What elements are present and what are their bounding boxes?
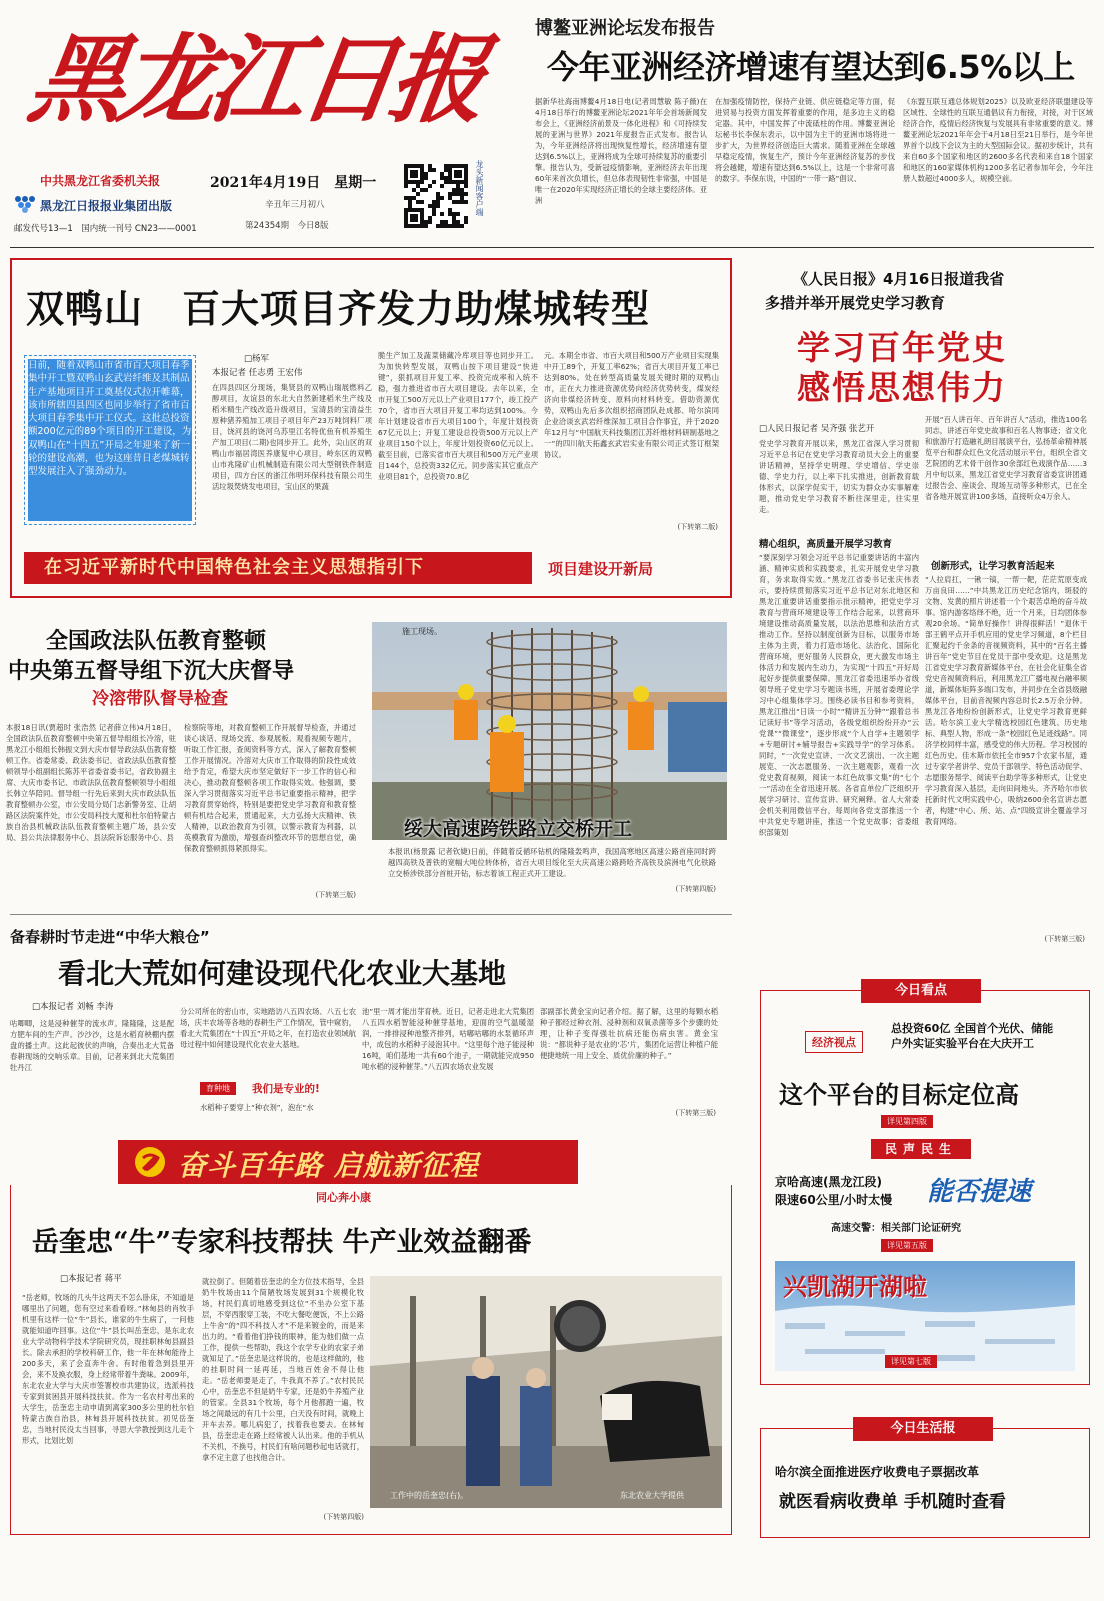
lead-continued: (下转第二版) (677, 523, 718, 531)
struggle-banner (118, 1140, 578, 1184)
party-emblem-icon (134, 1146, 166, 1178)
lead-story-headline: 双鸭山 百大项目齐发力助煤城转型 (26, 286, 651, 331)
today-focus-ref[interactable]: 详见第四版 (881, 1115, 933, 1128)
agri-col2b: 水稻种子要穿上“种衣剂”，泡在“水 (200, 1103, 314, 1112)
agri-sub1-tag: 育种地 (200, 1082, 236, 1095)
lake-title: 兴凯湖开湖啦 (783, 1273, 927, 1301)
party-study (745, 258, 1095, 948)
party-label: 中共黑龙江省委机关报 (40, 174, 161, 188)
today-focus-headline: 这个平台的目标定位高 (779, 1080, 1019, 1109)
people-line1: 京哈高速(黑龙江段) (775, 1175, 882, 1189)
issue-date: 2021年4月19日 星期一 (210, 175, 377, 191)
lead-summary-text: 日前，随着双鸭山市省市百大项目春季集中开工暨双鸭山玄武岩纤维及其制品生产基地项目开工奠基仪式拉开帷幕，该市所辖四县四区也同步举行了省市百大项目春季集中开工仪式。这批总投资额200亿元的89个项目的开工建设，为双鸭山在“十四五”开局之年迎来了新一轮的建设高潮，也为这座昔日老煤城转型发展注入了强劲动力。 (28, 359, 192, 521)
supervision-line2: 中央第五督导组下沉大庆督导 (8, 658, 295, 684)
agri-kicker: 备春耕时节走进“中华大粮仓” (10, 928, 210, 946)
supervision-line3: 冷溶带队督导检查 (92, 689, 228, 709)
people-line2: 限速60公里/小时太慢 (775, 1193, 893, 1207)
masthead-title: 黑龙江日报 (22, 23, 489, 136)
cattle-byline: □本报记者 蒋平 (60, 1274, 122, 1284)
people-ref[interactable]: 详见第五版 (881, 1239, 933, 1252)
today-focus-header: 今日看点 (861, 979, 981, 1003)
struggle-sub: 同心奔小康 (316, 1191, 371, 1204)
today-life-header: 今日生活报 (853, 1417, 993, 1441)
supervision-story (0, 618, 365, 908)
railway-continued: (下转第四版) (675, 885, 716, 893)
struggle-banner-text: 奋斗百年路 启航新征程 (178, 1149, 479, 1182)
xi-banner-text: 在习近平新时代中国特色社会主义思想指引下 (44, 557, 424, 578)
lake-ref[interactable]: 详见第七版 (885, 1355, 937, 1368)
party-col1b: “要深刻学习领会习近平总书记重要讲话的丰富内涵、精神实质和实践要求，扎实开展党史学习教育，务求取得实效。”黑龙江省委书记张庆伟表示，要持续贯彻落实习近平总书记对东北地区和黑龙江重要讲话重要指示批示精神，把党史学习教育与营商环境建设等工作结合起来，以营商环境建设推动高质量发展，以法治思维和法治方式推动工作。坚持以制度创新为目标，以服务市场主体为主责，着力打造市场化、法治化、国际化营商环境，更好服务人民群众，更大激发市场主体活力和发展内生动力，为实现“十四五”开好局起好步提供重要保障。黑龙江省委迅速举办省级领导班子党史学习专题读书班，开展省委理论学习中心组集体学习。围绕必读书目和参考资料，黑龙江推出“日读一小时”“精讲五分钟”“跟着总书记读好书”等学习活动，各级党组织纷纷开办“云党课”“微课堂”，逐步形成“个人自学+主题领学+专题研讨+辅导报告+实践导学”的学习体系。同时，“一次党史宣讲、一次文艺演出、一次主题展览、一次志愿服务、一次主题观影，观看一次党史教育视频，阅读一本红色故事文集”的“七个一”活动在全省迅速开展。各省直单位广泛组织开展学习研讨、宣传宣讲、研究阐释。省人大常委会机关利用微信平台，每周向各党支部推送一个中共党史专题讲座，推送一个党史故事；省委组织部策划 (759, 553, 919, 837)
agri-col1: 咕唧唧，这是浸种催芽的流水声。隆隆隆，这是配方肥车间的生产声。沙沙沙，这是水稻育秧棚内摆盘的播土声。这此起彼伏的声响，合奏出北大荒备春耕现场的交响乐章。目前，记者来到北大荒集团牡丹江 (10, 1019, 174, 1072)
party-sub2: 创新形式，让学习教育活起来 (931, 561, 1055, 572)
people-sub: 高速交警：相关部门论证研究 (831, 1223, 961, 1234)
today-focus (760, 983, 1090, 1385)
cattle-photo-caption: 工作中的岳奎忠(右)。 (390, 1491, 469, 1500)
lead-summary (24, 355, 196, 525)
party-line2: 多措并举开展党史学习教育 (765, 294, 946, 312)
lake-photo (775, 1261, 1075, 1371)
econ-tag-text: 经济视点 (812, 1036, 856, 1049)
railway-headline: 绥大高速跨铁路立交桥开工 (404, 818, 633, 840)
cattle-headline: 岳奎忠“牛”专家科技帮扶 牛产业效益翻番 (32, 1227, 532, 1258)
today-life-line1: 哈尔滨全面推进医疗收费电子票据改革 (775, 1465, 980, 1479)
lead-byline: 本报记者 任志勇 王宏伟 (212, 368, 303, 378)
divider (10, 247, 1094, 248)
party-col1: 党史学习教育开展以来，黑龙江省深入学习贯彻习近平总书记在党史学习教育动员大会上的重要讲话精神，坚持学史明理、学史增信、学史崇德、学史力行，以上率下扎实推进，创新教育载体形式，以深学促实干，切实为群众办实事解难题，推动党史学习教育不断往深里走，往实里走。 (759, 439, 919, 514)
xi-banner (24, 552, 532, 584)
party-col2b: “人拉肩扛，一锹一镐，一帮一靶，茫茫荒原变成万亩良田……”中共黑龙江历史纪念馆内，斑驳的文物、发黄的照片讲述着一个个艰苦卓绝的奋斗故事。馆内游客络绎不绝，近一个月来，日均团体参观20余场。“简单好操作！讲得很鲜活！”退休干部王鹤平点开手机应用的党史学习频道，8个栏目汇聚起约千余条的音视频资料，其中的“百名主播讲百年”党史节目在党员干部中受欢迎。这是黑龙江省党史学习教育新媒体平台，在社会化征集全省党史音视频资料后，利用黑龙江广播电视台融率频道，新媒体矩阵多端口发布，并同步在全省县级融媒体平台，目前音视频内容总时长2.5万余分钟。黑龙江各地纷纷创新形式，让党史学习教育更鲜活。哈尔滨工业大学精选校园红色建筑、历史地标、典型人物，形成一条“校园红色足迹线路”。同济学校同样丰富，感受党的伟大历程。学习校园的红色历史。佳木斯市依托全市957个农家书屋，通过专家学者讲学、党员干部领学、特色活动促学、志愿服务帮学、阅读平台助学等多种形式，让党史学习教育深入基层，走向田间地头。齐齐哈尔市依托新时代文明实践中心，吸纳2600余名宣讲志愿者，构建“中心、所、站、点”四级宣讲全覆盖学习教育网络。 (925, 575, 1087, 826)
people-voice-header: 民声民生 (884, 1142, 957, 1156)
cattle-photo (370, 1276, 722, 1508)
agri-byline: □本报记者 刘畅 李涛 (32, 1002, 114, 1012)
agri-col3: 池”里一周才能出芽育秧。近日，记者走进北大荒集团八五四水稻智能浸种催芽基地，迎面的空气温暖湿润，一排排浸种池整齐排列，咕嘟咕嘟的水泵循环声中，成包的水稻种子浸泡其中。“这里每个池子能浸种16吨，咱们基地一共有60个池子，一期就能完成950吨水稻的浸种催芽。”八五四农场农业发展 (362, 1007, 534, 1071)
top-story (535, 0, 1104, 245)
divider (10, 914, 732, 915)
qr-code[interactable] (404, 164, 468, 228)
lead-col1: 在四县四区分现场，集贤县的双鸭山瑞展燃料乙醇项目，友谊县的东北大自然新建稻米生产线及稻米精生产线改造升级项目，宝清县的宝清益生原种猪养殖加工项目子项目年产23万吨饲料厂项目，饶河县的饶河乌苏里江名特优鱼有机养殖生产加工项目(二期)也同步开工。此外，尖山区的双鸭山市福居湾医养康复中心项目，岭东区的双鸭山市兆隆矿山机械制造有限公司大型钢铁件制造项目，四方台区的浙江伟明环保科技有限公司生活垃圾焚烧发电项目，宝山区的果蔬 (212, 383, 372, 491)
today-focus-sub: 总投资60亿 全国首个光伏、储能户外实证实验平台在大庆开工 (891, 1022, 1054, 1050)
xi-banner-tag: 项目建设开新局 (548, 560, 654, 578)
party-col2: 开展“百人讲百年、百年讲百人”活动，推选100名同志，讲述百年党史故事和百名人物事迹；省文化和旅游厅打造融礼朗目展演平台，弘扬革命精神展览平台和群众红色文化活动展示平台，组织全省文艺院团的艺术骨干创作30余部红色戏演作品……3月中旬以来，黑龙江省党史学习教育省委宣讲团通过报告会、座谈会、现场互动等多种形式，已在全省各地开展宣讲100多场，直接听众4万余人。 (925, 415, 1087, 501)
top-story-col1: 据新华社海南博鳌4月18日电(记者周慧敏 陈子薇)在4月18日举行的博鳌亚洲论坛2021年年会首场新闻发布会上，《亚洲经济前景及一体化进程》和《可持续发展的亚洲与世界》2021年度报告正式发布。报告认为，今年亚洲经济将出现恢复性增长，经济增速有望达到6.5%以上，亚洲将成为全球可持续复苏的重要引擎。报告认为，受新冠疫情影响，亚洲经济去年出现60年来首次负增长，但总体表现韧性非常强，中国是唯一在2020年实现经济正增长的全球主要经济体。亚洲 (535, 97, 707, 205)
lunar-date: 辛丑年三月初八 (265, 200, 325, 210)
agri-sub1: 我们是专业的! (252, 1083, 320, 1095)
econ-tag (805, 1031, 863, 1053)
masthead (0, 0, 535, 245)
cattle-col1: “岳老师，牧场的几头牛这两天不怎么卧床，不知道是哪里出了问题，您有空过来看看呀。”林甸县的肖牧手机里有这样一位“牛”县长，谁家的牛生病了，一问他就能知道咋回事。这位“牛”县长叫岳奎忠，是东北农业大学动物科学技术学院研究员，现挂职林甸县副县长。除去承担的学校科研工作，他一年在林甸能待上200多天，来了会直奔牛舍。有时他着急到县里开会，来不及换衣服，身上经常带着牛粪味。2009年，东北农业大学与大庆市签署校市共建协议，选派科技专家到贫困县开展科技扶贫。作为一名农村考出来的大学生，岳奎忠主动申请到离家300多公里的杜尔伯特蒙古族自治县，林甸县开展科技扶贫。初见岳奎忠，当地村民没太当回事，寻思大学教授到这儿走个形式，比划比划 (22, 1293, 194, 1445)
top-story-kicker: 博鳌亚洲论坛发布报告 (535, 18, 715, 39)
agri-col2: 分公司所在的密山市，实地踏访八五四农场、八五七农场，庆丰农场等各地的春耕生产工作情况，管中窥豹，看北大荒集团在“十四五”开局之年，在打造农业领域航母过程中如何建设现代化农业大基地。 (180, 1007, 356, 1049)
people-big: 能否提速 (927, 1177, 1032, 1207)
lead-col3: 元。本期全市省、市百大项目和500万产业项目实现集中开工89个，开复工率62%；省百大项目开复工率已达到80%。处在转型高质量发展关键时期的双鸭山市，正在大力推进资源优势向经济优势转变，煤炭经济向非煤经济转变、原料向材料转变。借助资源优势，双鸭山先后多次组织招商团队赴成都、哈尔滨同企业洽谈玄武岩纤维深加工项目合作事宜，并于2020年12月与“中国航天科技集团江苏纤维材料研制基地之一”的四川航天拓鑫玄武岩实业有限公司正式签订框架协议。 (544, 351, 719, 459)
cattle-col2: 就拉倒了。但随着岳奎忠的全方位技术指导，全县奶牛牧场由11个简陋牧场发展到31个规模化牧场，村民们真切地感受到这位“不坐办公室下基层，不穿西服穿工装，不吃大餐吃便饭，不上公路上牛舍”的“四不科技人才”不是来镀金的，而是来出力的。“看着他们挣钱的眼神，能为他们做一点工作，提供一些帮助，我这个农学专业的农家子弟就知足了。”岳奎忠是这样说的，也是这样做的，他的挂职时间一延再延，当地百姓舍不得让他走。“岳老师要是走了，牛我真不养了。”农村民民心中，岳奎忠不但是奶牛专家，还是奶牛养殖产业的管家。全县31个牧场，每个月他都跑一遍，牧场之间最远的有几十公里，白天没有时间，就晚上开车去养。哪儿病犯了，找着我也要去。在林甸县，岳奎忠走在路上经常被人认出来。他的手机从不关机，不换号，村民们有啥问题秒起电话就打，拿不定主意了也找他合计。 (202, 1277, 364, 1462)
agri-col4: 部副部长黄金宝向记者介绍。据了解，这里的每颗水稻种子都经过种衣剂、浸种剂和双氧杀菌等多个步骤的处理，让种子变得强壮抗病还能伤病虫害。黄金宝说：“都说种子是农业的‘芯’片，集团化运营让种植户能便捷地统一用上安全、质优价廉的种子。” (540, 1007, 718, 1060)
lead-byline-prefix: □杨军 (244, 354, 270, 364)
railway-text: 本报讯(杨景露 记者钦婕)日前，伴随着反循环钻机的隆隆轰鸣声，我国高寒地区高速公路首座同时跨越四高铁及普铁的宽幅大吨位转体桥，省百大项目绥化至大庆高速公路跨哈齐高铁及滨洲电气化铁路立交桥涉铁部分首桩开钻，标志着该工程正式开工建设。 (388, 847, 716, 878)
agri-story (0, 920, 735, 1135)
today-life-line2: 就医看病收费单 手机随时查看 (779, 1492, 1006, 1512)
cattle-story (10, 1200, 730, 1535)
publisher-label: 黑龙江日报报业集团出版 (40, 199, 173, 213)
agri-headline: 看北大荒如何建设现代化农业大基地 (58, 957, 507, 990)
railway-photo-tag: 施工现场。 (402, 627, 442, 636)
railway-photo (372, 622, 727, 840)
cattle-photo-credit: 东北农业大学提供 (620, 1491, 684, 1500)
party-sub1: 精心组织，高质量开展学习教育 (759, 539, 893, 550)
party-line1: 《人民日报》4月16日报道我省 (793, 270, 1005, 288)
top-story-col2: 在加强疫情防控，保持产业链、供应链稳定等方面，促进贸易与投资方面发挥着重要的作用，是多边主义的稳定器。其中，中国发挥了中流砥柱的作用。博鳌亚洲论坛秘书长李保东表示，以中国为主干的亚洲市场将进一步扩大，为世界经济创造巨大需求。随着亚洲在全球越早稳定疫情，恢复生产，预计今年亚洲经济复苏的步伐将会越健，增速有望达到6.5%以上，这是一个非常可喜的数字。李保东说，中国的“一带一路”倡议、 (715, 97, 895, 183)
app-label: 龙头新闻客户端 (475, 160, 484, 216)
people-voice-header-box (871, 1139, 971, 1159)
agri-continued: (下转第三版) (675, 1109, 716, 1117)
party-continued: (下转第三版) (1044, 935, 1085, 943)
lead-story-box (10, 258, 732, 598)
supervision-continued: (下转第三版) (315, 891, 356, 899)
lead-col2: 脆生产加工及蔬菜储藏冷库项目等也同步开工。为加快转型发展，双鸭山按下项目建设“快进键”，狠抓项目开复工率、投资完成率和入统不稳，强力推进省市百大项目建设。去年以来，全市开复工500万元以上产业项目177个，竣工投产70个，省市百大项目开复工率均达到100%。今年计划建设省市百大项目100个，年度计划投资67亿元以上；开复工建设总投资500万元以上产业项目150个以上，年度计划投资60亿元以上。截至目前，已落实省市百大项目和500万元产业项目144个，总投资332亿元。同步落实其它重点产业项目81个，总投资70.8亿 (378, 351, 538, 481)
supervision-col2: 检察院等地，对教育整顿工作开展督导检查，并通过谈心谈话、现场交流、参观展板、观看视频专题片，听取工作汇报，查阅资料等方式，深入了解教育整顿工作开展情况。冷溶对大庆市工作取得的阶段性成效给予肯定，希望大庆市坚定做好下一步工作的信心和决心，推动教育整顿各项工作取得实效。他强调，要深入学习贯彻落实习近平总书记重要指示精神，把学习教育贯穿始终，特别是要把党史学习教育和教育整顿有机结合起来，贯通起来，大力弘扬大庆精神、铁人精神，以政治教育为引领，以警示教育为利器，以英模教育为激励，增强查纠整改环节的思想自觉，确保教育整顿抓得紧抓得实。 (184, 723, 356, 853)
top-story-col3: 《东盟互联互通总体规划2025》以及欧亚经济联盟建设等区域性、全球性的互联互通倡议有力衔接，对接，对于区域经济合作，疫情后经济恢复与发展具有非常重要的意义。博鳌亚洲论坛2021年年会于4月18日至21日举行，是今年世界首个以线下会议为主的大型国际会议。据初步统计，共有来自60多个国家和地区的2600多名代表和来自18个国家和地区的160家媒体机构1200多名记者参加年会，今年注册人数超过4000多人，规模空前。 (903, 97, 1093, 183)
party-byline: □人民日报记者 吴齐强 张艺开 (759, 424, 875, 434)
today-life (760, 1421, 1090, 1538)
top-story-headline: 今年亚洲经济增速有望达到6.5%以上 (547, 48, 1075, 86)
cattle-continued: (下转第四版) (323, 1513, 364, 1521)
supervision-col1: 本报18日讯(贾超时 张浩然 记者薛立伟)4月18日，全国政法队伍教育整顿中央第五督导组组长冷溶，驻黑龙江小组组长韩振文到大庆市督导政法队伍教育整顿工作。省委常委、政法委书记、省政法队伍教育整顿领导小组副组长陈苏平省委省委书记，省政协副主席、大庆市委书记、市政法队伍教育整顿领导小组组长韩立华陪同。督导组一行先后来到大庆市政法队伍教育整顿办公室，市公安局分局门志新警务室、让胡路区法院案件处，市公安局科技大厦和杜尔伯特蒙古族自治县机械政法队伍教育整顿主题广场，县公安局、县公共法律服务中心、县法院诉讼服务中心、县 (6, 723, 176, 842)
supervision-line1: 全国政法队伍教育整顿 (46, 628, 267, 654)
party-headline2: 感悟思想伟力 (797, 368, 1007, 407)
registration-codes: 邮发代号13—1 国内统一刊号 CN23——0001 (14, 224, 197, 234)
issue-number: 第24354期 今日8版 (245, 221, 329, 231)
party-headline1: 学习百年党史 (797, 328, 1007, 367)
publisher-logo-icon (14, 195, 36, 213)
